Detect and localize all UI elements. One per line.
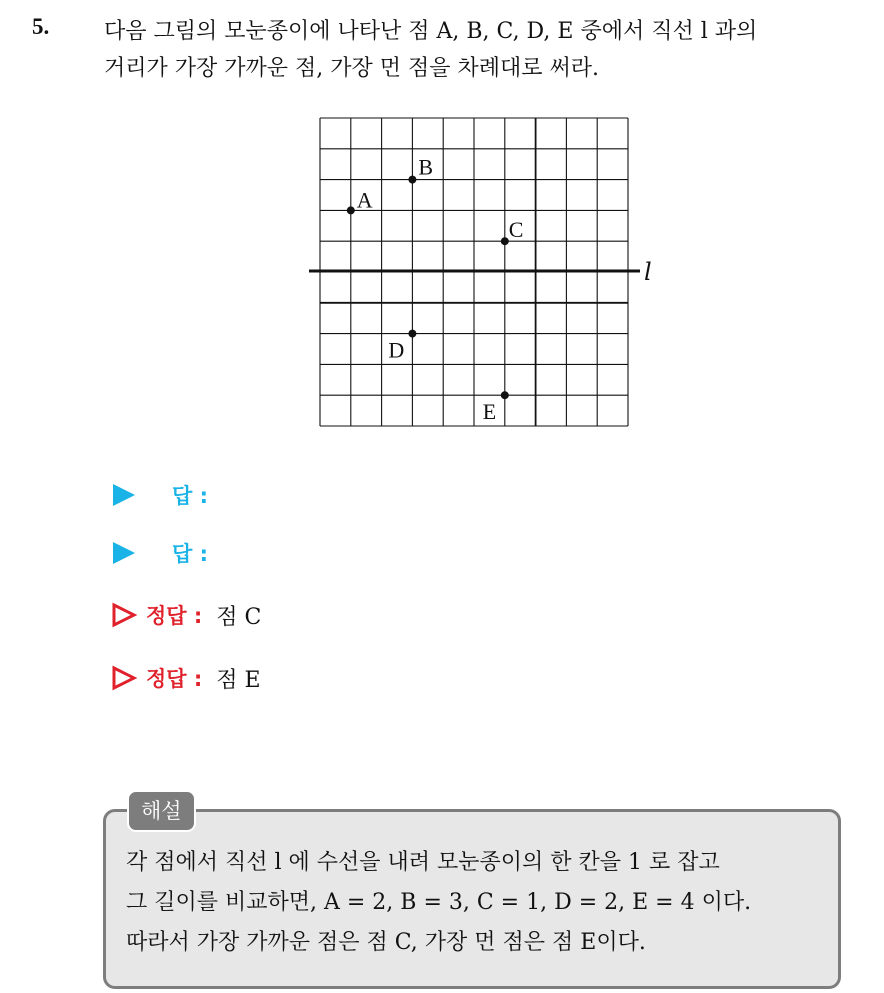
correct-answer-label: 정답 :: [146, 667, 203, 691]
filled-triangle-icon: [110, 539, 138, 567]
point-e: [501, 391, 509, 399]
question-line-1: 다음 그림의 모눈종이에 나타난 점 A, B, C, D, E 중에서 직선 l 과의: [104, 19, 758, 44]
outline-triangle-icon: [110, 664, 138, 692]
point-d: [408, 330, 416, 338]
grid-figure: [300, 110, 660, 440]
correct-answer-value: 점 E: [216, 667, 261, 693]
explanation-line-2: 그 길이를 비교하면, A = 2, B = 3, C = 1, D = 2, E = 4 이다.: [126, 890, 752, 915]
correct-answer-row-1: [110, 595, 261, 635]
question-number: 5.: [32, 14, 50, 39]
point-c: [501, 237, 509, 245]
correct-answer-label: 정답 :: [146, 604, 203, 628]
question-line-2: 거리가 가장 가까운 점, 가장 먼 점을 차례대로 써라.: [104, 56, 599, 81]
correct-answer-row-2: [110, 658, 261, 698]
point-b: [408, 176, 416, 184]
explanation-tag: 해설: [127, 790, 196, 832]
outline-triangle-icon: [110, 601, 138, 629]
points-layer: [347, 155, 524, 425]
line-l-label: l: [644, 258, 652, 286]
point-label-e: E: [482, 399, 497, 425]
explanation-line-3: 따라서 가장 가까운 점은 점 C, 가장 먼 점은 점 E이다.: [126, 930, 646, 955]
question-text: [104, 13, 874, 87]
answer-row-2: [110, 533, 222, 573]
answer-label: 답 :: [172, 542, 208, 566]
explanation-line-1: 각 점에서 직선 l 에 수선을 내려 모눈종이의 한 칸을 1 로 잡고: [126, 850, 720, 875]
point-label-b: B: [418, 154, 434, 180]
point-label-d: D: [388, 337, 405, 363]
answer-row-1: [110, 475, 222, 515]
point-label-c: C: [508, 217, 524, 243]
correct-answer-value: 점 C: [216, 604, 262, 630]
explanation-text: [126, 843, 831, 963]
answer-label: 답 :: [172, 484, 208, 508]
filled-triangle-icon: [110, 481, 138, 509]
point-label-a: A: [356, 187, 373, 213]
point-a: [347, 206, 355, 214]
